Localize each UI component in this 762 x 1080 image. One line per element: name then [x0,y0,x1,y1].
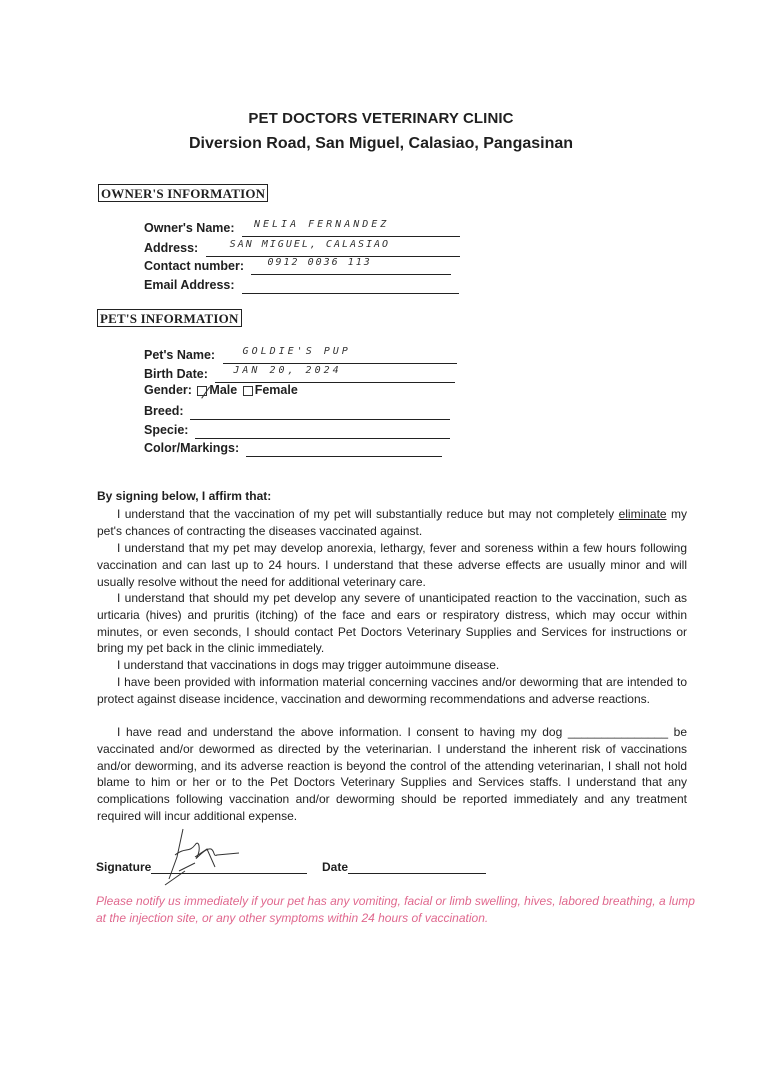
pet-section-title: PET'S INFORMATION [97,309,242,327]
male-label: Male [209,383,238,397]
signature-scribble [155,827,245,887]
pet-name-label: Pet's Name: [144,348,216,362]
owner-contact-label: Contact number: [144,259,244,273]
owner-address-value: SAN MIGUEL, CALASIAO [229,239,391,250]
owner-email-field[interactable] [144,276,459,294]
consent-paragraph-6: I have read and understand the above information. I consent to having my dog _______________ be vaccinated and/or dewormed as directed by the veterinarian. I understand the inherent risk of vaccinations and/or deworming, and its adverse reaction is beyond the control of the attending veterinarian, I shall not hold blame to him or her or to the Pet Doctors Veterinary Supplies and Services staffs. I understand that any complications following vaccination and/or deworming should be reported immediately and any treatment required will incur additional expense. [97,725,687,823]
dog-name-blank[interactable]: _______________ [567,725,669,739]
owner-name-value: NELIA FERNANDEZ [254,219,390,230]
owner-name-field[interactable] [144,219,460,237]
signature-label: Signature [96,860,152,874]
male-checkbox[interactable] [197,386,207,396]
clinic-title: PET DOCTORS VETERINARY CLINIC [248,110,514,127]
consent-paragraph-4: I understand that vaccinations in dogs may trigger autoimmune disease. [117,658,500,672]
consent-paragraph-5: I have been provided with information material concerning vaccines and/or deworming that are intended to protect against disease incidence, vaccination and deworming recommendations and adverse reactions. [97,675,687,706]
eliminate-underlined: eliminate [618,507,667,521]
date-field[interactable] [322,859,486,874]
owner-contact-value: 0912 0036 113 [267,257,372,268]
pet-name-value: GOLDIE'S PUP [242,346,351,357]
pet-specie-label: Specie: [144,423,189,437]
female-checkbox[interactable] [243,386,253,396]
pet-breed-field[interactable] [144,402,450,420]
owner-address-label: Address: [144,241,199,255]
signature-field[interactable] [96,859,307,874]
owner-email-label: Email Address: [144,278,235,292]
date-label: Date [322,860,349,874]
consent-paragraph-3: I understand that should my pet develop any severe of unanticipated reaction to the vaccination, such as urticaria (hives) and pruritis (itching) of the face and ears or respiratory distress, which may occur within minutes, or even seconds, I should contact Pet Doctors Veterinary Supplies and Services for instructions or bring my pet back in the clinic immediately. [97,591,687,656]
clinic-address: Diversion Road, San Miguel, Calasiao, Pangasinan [188,135,574,152]
pet-birth-value: JAN 20, 2024 [233,365,342,376]
pet-gender-field [144,383,298,397]
notice-text: Please notify us immediately if your pet has any vomiting, facial or limb swelling, hives, labored breathing, a lump at the injection site, or any other symptoms within 24 hours of vaccination. [96,894,695,925]
gender-label: Gender: [144,383,192,397]
consent-paragraph-2: I understand that my pet may develop anorexia, lethargy, fever and soreness within a few hours following vaccination and can last up to 24 hours. I understand that these adverse effects are usually minor and will usually resolve without the need for additional veterinary care. [97,541,687,589]
pet-color-field[interactable] [144,439,442,457]
pet-color-label: Color/Markings: [144,441,240,455]
owner-section-title: OWNER'S INFORMATION [98,184,268,202]
pet-birth-label: Birth Date: [144,367,208,381]
pet-breed-label: Breed: [144,404,184,418]
pet-specie-field[interactable] [144,421,450,439]
affirm-heading: By signing below, I affirm that: [97,489,272,503]
consent-paragraph-1: I understand that the vaccination of my pet will substantially reduce but may not completely eliminate my pet's chances of contracting the diseases vaccinated against. [97,507,687,538]
owner-contact-field[interactable] [144,257,451,275]
female-label: Female [254,383,298,397]
owner-name-label: Owner's Name: [144,221,235,235]
pet-birth-field[interactable] [144,365,455,383]
